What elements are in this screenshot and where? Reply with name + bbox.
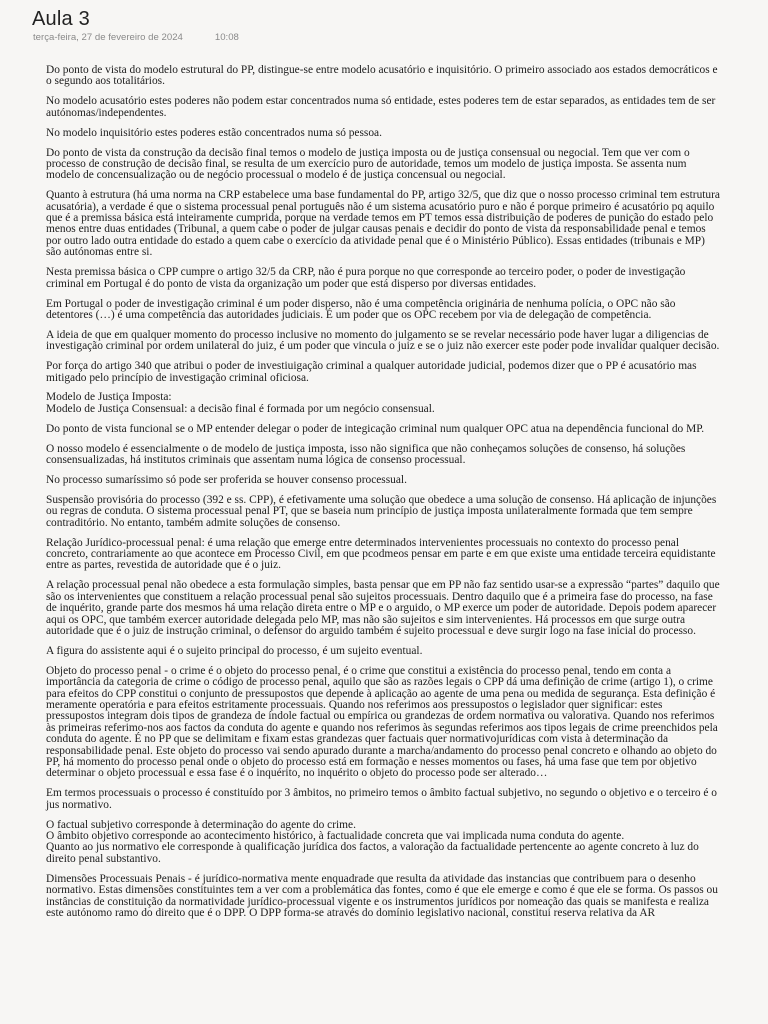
note-timestamp [33, 32, 239, 43]
paragraph: Quanto à estrutura (há uma norma na CRP estabelece uma base fundamental do PP, artigo 32/5, que diz que o nosso processo criminal tem estrutura acusatória), a verdade é que o sistema processual penal português não é um sistema acusatório puro e não é porque primeiro é acusatório pq aquilo que é a premissa básica está inteiramente cumprida, porque na verdade temos em PT temos essa distribuição de poderes de punição do estado pelo menos entre duas entidades (Tribunal, a quem cabe o poder de julgar causas penais e decidir do ponto de vista da responsabilidade penal e temos por outro lado outra entidade do estado a quem cabe o exercício da atividade penal que é o Ministério Público). Essas entidades (tribunais e MP) são autónomas entre si. [46, 189, 720, 259]
paragraph: O nosso modelo é essencialmente o de modelo de justiça imposta, isso não significa que não conheçamos soluções de consenso, há soluções consensualizadas, há institutos criminais que assentam numa lógica de consenso processual. [46, 442, 686, 467]
paragraph: Em Portugal o poder de investigação criminal é um poder disperso, não é uma competência originária de nenhuma polícia, o OPC não são detentores (…) é uma competência das autoridades judiciais. É um poder que os OPC recebem por via de delegação de competência. [46, 297, 676, 321]
paragraph: Por força do artigo 340 que atribui o poder de investiuigação criminal a qualquer autoridade judicial, podemos dizer que o PP é acusatório mas mitigado pelo princípio de investigação criminal oficiosa. [46, 360, 697, 384]
ambito-line: O âmbito objetivo corresponde ao acontecimento histórico, à factualidade concreta que vai implicada numa conduta do agente. [46, 830, 625, 843]
note-date: terça-feira, 27 de fevereiro de 2024 [33, 32, 183, 43]
paragraph: Dimensões Processuais Penais - é jurídico-normativa mente enquadrade que resulta da atividade das instancias que contribuem para o desenho normativo. Estas dimensões constituintes tem a ver com a problemática das fontes, como é que ele emerge e como é que ele se forma. Os passos ou instâncias de constituição da normatividade jurídico-processual vigente e os instrumentos jurídicos por nomeação das quais se manifesta e realiza este autónomo ramo do direito que é o DPP. O DPP forma-se através do domínio legislativo nacional, constitui reserva relativa da AR [46, 872, 718, 919]
paragraph: Do ponto de vista do modelo estrutural do PP, distingue-se entre modelo acusatório e inquisitório. O primeiro associado aos estados democráticos e o segundo aos totalitários. [46, 64, 718, 88]
paragraph: No modelo acusatório estes poderes não podem estar concentrados numa só entidade, estes poderes tem de estar separados, as entidades tem de ser autónomas/independentes. [46, 95, 716, 119]
paragraph: No modelo inquisitório estes poderes estão concentrados numa só pessoa. [46, 126, 382, 139]
model-line: Modelo de Justiça Consensual: a decisão final é formada por um negócio consensual. [46, 402, 435, 415]
paragraph: A figura do assistente aqui é o sujeito principal do processo, é um sujeito eventual. [46, 644, 423, 657]
paragraph: A relação processual penal não obedece a esta formulação simples, basta pensar que em PP não faz sentido usar-se a expressão “partes” daquilo que são os intervenientes que constituem a relação processual penal são sujeitos processuais. Dentro daquilo que é a primeira fase do processo, na fase de inquérito, grande parte dos mesmos há uma relação direta entre o MP e o arguido, o MP exerce um poder de autoridade. Depois podem aparecer aqui os OPC, que também exercer autoridade delegada pelo MP, mas não são sujeitos e sim intervenientes. Há processos em que surge outra autoridade que é o juiz de instrução criminal, o defensor do arguido também é sujeito processual e deve surgir logo na fase inicial do processo. [46, 579, 720, 637]
paragraph: Nesta premissa básica o CPP cumpre o artigo 32/5 da CRP, não é pura porque no que corresponde ao terceiro poder, o poder de investigação criminal em Portugal é do ponto de vista da organização um poder que está disperso por diversas entidades. [46, 266, 686, 290]
note-title: Aula 3 [32, 8, 90, 30]
paragraph: Do ponto de vista funcional se o MP entender delegar o poder de integicação criminal num qualquer OPC atua na dependência funcional do MP. [46, 422, 705, 435]
paragraph: Suspensão provisória do processo (392 e ss. CPP), é efetivamente uma solução que obedece a uma solução de consenso. Há aplicação de injunções ou regras de conduta. O sistema processual penal PT, que se baseia num princípio de justiça imposta unilateralmente formada que tem sempre contraditório. No entanto, também admite soluções de consenso. [46, 493, 717, 529]
paragraph: Do ponto de vista da construção da decisão final temos o modelo de justiça imposta ou de justiça consensual ou negocial. Tem que ver com o processo de construção de decisão final, se resulta de um exercício puro de autoridade, temos um modelo de justiça imposta. Se assenta num modelo de concensualização ou de negócio processual o modelo é de justiça concensual ou negocial. [46, 146, 690, 182]
note-body[interactable] [46, 65, 722, 919]
ambito-line: Quanto ao jus normativo ele corresponde à qualificação jurídica dos factos, a valoração da factualidade pertencente ao agente concreto à luz do direito penal substantivo. [46, 841, 699, 865]
ambito-line: O factual subjetivo corresponde à determinação do agente do crime. [46, 818, 356, 831]
note-time: 10:08 [214, 32, 239, 43]
model-line: Modelo de Justiça Imposta: [46, 391, 172, 404]
paragraph: No processo sumaríssimo só pode ser proferida se houver consenso processual. [46, 473, 407, 486]
paragraph: Objeto do processo penal - o crime é o objeto do processo penal, é o crime que constitui a existência do processo penal, tendo em conta a importância da categoria de crime o código de processo penal, aquilo que são as razões legais o CPP dá uma definição de crime (artigo 1), o crime para efeitos do CPP constitui o conjunto de pressupostos que depende à aplicação ao agente de uma pena ou medida de segurança. Esta definição é meramente operatória e para efeitos estritamente processuais. Quando nos referimos aos pressupostos o legislador quer significar: estes pressupostos integram dois tipos de grandeza de índole factual ou empírica ou grandezas de ordem normativa ou valorativa. Quando nos referimos às primeiras referimo-nos aos factos da conduta do agente e quando nos referimos às segundas referimos aos tipos legais de crime preenchidos pela conduta do agente. É no PP que se delimitam e fixam estas grandezas quer factuais quer normativojurídicas com vista à determinação da responsabilidade penal. Este objeto do processo vai sendo apurado durante a marcha/andamento do processo penal concreto e olhando ao objeto do PP, há momento do processo penal onde o objeto do processo está em formação e nesses momentos ou fases, há uma fase que tem por objetivo determinar o objeto processual e essa fase é o inquérito, no inquérito o objeto do processo pode ser alterado… [46, 664, 718, 780]
paragraph: Relação Jurídico-processual penal: é uma relação que emerge entre determinados intervenientes processuais no contexto do processo penal concreto, contrariamente ao que acontece em Processo Civil, em que pcodmeos pensar em parte e em que existe uma entidade terceira equidistante entre as partes, revestida de autoridade que é o juiz. [46, 536, 716, 572]
paragraph: A ideia de que em qualquer momento do processo inclusive no momento do julgamento se se revelar necessário pode haver lugar a diligencias de investigação criminal por ordem unilateral do juiz, é um poder que vincula o juiz e se o juiz não exercer este poder pode invalidar qualquer decisão. [46, 328, 720, 353]
paragraph: Em termos processuais o processo é constituído por 3 âmbitos, no primeiro temos o âmbito factual subjetivo, no segundo o objetivo e o terceiro é o jus normativo. [46, 787, 717, 811]
